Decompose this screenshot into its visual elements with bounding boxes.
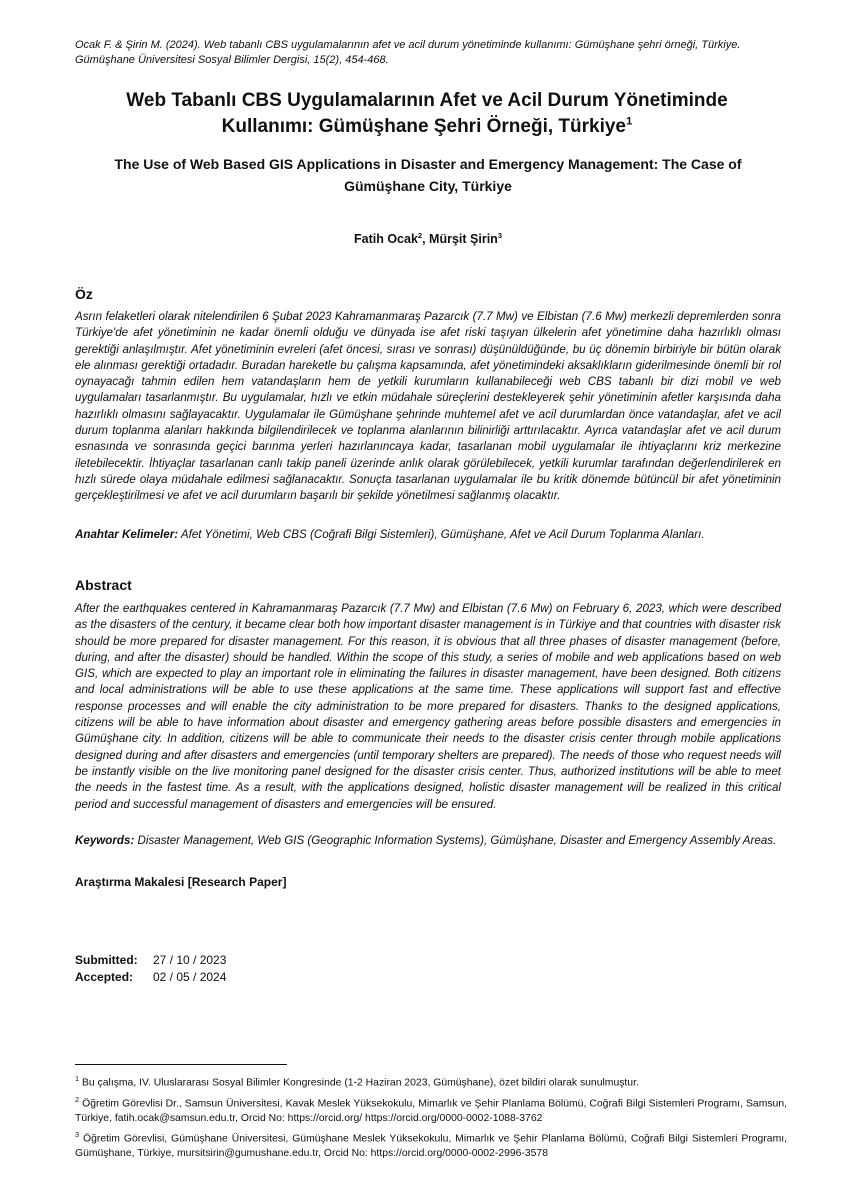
author-footnote-marker[interactable]: 3 — [497, 230, 502, 240]
paper-title-turkish — [95, 88, 759, 140]
author-name: Fatih Ocak — [354, 232, 418, 246]
submitted-date: 27 / 10 / 2023 — [153, 953, 227, 967]
footnote-text: Bu çalışma, IV. Uluslararası Sosyal Bilimler Kongresinde (1-2 Haziran 2023, Gümüşhane), özet bildiri olarak sunulmuştur. — [81, 1077, 639, 1089]
abstract-heading: Abstract — [75, 577, 132, 593]
citation: Ocak F. & Şirin M. (2024). Web tabanlı CBS uygulamalarının afet ve acil durum yönetiminde kullanımı: Gümüşhane şehri örneği, Türkiye. Gümüşhane Üniversitesi Sosyal Bilimler Dergisi, 15(2), 454-468. — [75, 39, 741, 66]
submitted-label: Submitted: — [75, 953, 138, 967]
footnote-text: Öğretim Görevlisi Dr., Samsun Üniversitesi, Kavak Meslek Yüksekokulu, Mimarlık ve Şehir Planlama Bölümü, Coğrafi Bilgi Sistemleri Programı, Samsun, Türkiye, fatih.ocak@samsun.edu.tr, Orcid No: https://orcid.org/ https://orcid.org/0000-0002-1088-3762 — [75, 1098, 787, 1124]
author-separator: , — [422, 232, 430, 246]
oz-keywords-label: Anahtar Kelimeler: — [75, 528, 179, 541]
footnote-divider — [75, 1064, 287, 1065]
abstract-text: After the earthquakes centered in Kahramanmaraş Pazarcık (7.7 Mw) and Elbistan (7.6 Mw) on February 6, 2023, which were described as the disasters of the century, it became clear both how important disaster management is in Türkiye and that countries with disaster risk should be more prepared for disaster management. For this reason, it is obvious that all three phases of disaster management (before, during, and after the disaster) should be handled. Within the scope of this study, a series of mobile and web applications based on web GIS, which are expected to play an important role in eliminating the failures in disaster management, have been designed. Both citizens and local administrations will be able to use these applications at the same time. These applications will support fast and effective response processes and will enable the city administration to be more prepared for disasters. Thanks to the designed applications, citizens will be able to have information about disaster and emergency gathering areas before possible disasters and emergencies in Gümüşhane city. In addition, citizens will be able to communicate their needs to the disaster crisis center through mobile applications designed during and after disasters and emergencies (until temporary shelters are prepared). The needs of those who request needs will be instantly visible on the live monitoring panel designed for the disaster crisis center. Thus, authorized institutions will be able to meet the needs in the fastest time. As a result, with the applications designed, holistic disaster management will be realized in this critical period and successful management of disasters and emergencies will be ensured. — [75, 602, 781, 811]
accepted-label: Accepted: — [75, 970, 134, 984]
authors — [75, 232, 781, 246]
abstract-keywords-label: Keywords: — [75, 834, 135, 847]
author-name: Mürşit Şirin — [429, 232, 498, 246]
footnote-number: 2 — [75, 1094, 80, 1104]
article-type: Araştırma Makalesi [Research Paper] — [75, 875, 287, 889]
footnote — [75, 1072, 787, 1091]
accepted-row — [75, 969, 226, 986]
paper-title-turkish-text: Web Tabanlı CBS Uygulamalarının Afet ve Acil Durum Yönetiminde Kullanımı: Gümüşhane Şehri Örneği, Türkiye — [126, 90, 728, 137]
footnote-number: 3 — [75, 1130, 80, 1140]
footnotes — [75, 1072, 787, 1164]
footnote-number: 1 — [75, 1074, 80, 1083]
abstract-keywords-text: Disaster Management, Web GIS (Geographic Information Systems), Gümüşhane, Disaster and Emergency Assembly Areas. — [137, 834, 777, 847]
title-footnote-marker[interactable]: 1 — [626, 115, 633, 128]
oz-text: Asrın felaketleri olarak nitelendirilen 6 Şubat 2023 Kahramanmaraş Pazarcık (7.7 Mw) ve Elbistan (7.6 Mw) merkezli depremlerden sonra Türkiye'de afet yönetiminin ne kadar önemli olduğu ve dünyada ise afet riski taşıyan ülkelerin afet yönetimine daha hazırlıklı olması gerektiği anlaşılmıştır. Afet yönetiminin evreleri (afet öncesi, sırası ve sonrası) düşünüldüğünde, bu üç dönemin birbiriyle bir bütün olarak ele alınması gerektiği ortadadır. Buradan hareketle bu çalışma kapsamında, afet yönetimindeki aksaklıkların giderilmesinde önemli bir rol oynayacağı tahmin edilen hem vatandaşların hem de yetkili kurumların kullanabileceği web CBS tabanlı bir dizi mobil ve web uygulamaları tasarlanmıştır. Bu uygulamalar, hızlı ve etkin müdahale süreçlerini destekleyerek şehir yönetiminin afetler karşısında daha hazırlıklı olmasını sağlayacaktır. Uygulamalar ile Gümüşhane şehrinde muhtemel afet ve acil durumlardan önce vatandaşlar, afet ve acil durum toplanma alanları hakkında bilgilendirilecek ve toplanma alanlarının bilinirliği arttırılacaktır. Ayrıca vatandaşlar afet ve acil durum esnasında ve sonrasında geçici barınma yerleri hazırlanıncaya kadar, tasarlanan mobil uygulamalar ile ihtiyaçlarını kriz merkezine iletebilecektir. İhtiyaçlar tasarlanan canlı takip paneli üzerinde anlık olarak görülebilecek, yetkili kurumlar tarafından değerlendirilerek en hızlı sürede olaya müdahale edilmesi sağlanacaktır. Sonuçta tasarlanan uygulamalar ile bu kritik dönemde bütüncül bir afet yönetiminin gerçekleştirilmesi ve afet ve acil durumların başarılı bir şekilde yönetilmesi sağlanmış olacaktır. — [75, 310, 781, 503]
oz-keywords-text: Afet Yönetimi, Web CBS (Coğrafi Bilgi Sistemleri), Gümüşhane, Afet ve Acil Durum Toplanma Alanları. — [180, 528, 705, 541]
paper-title-english: The Use of Web Based GIS Applications in Disaster and Emergency Management: The Case of Gümüşhane City, Türkiye — [114, 156, 742, 194]
footnote — [75, 1093, 787, 1126]
footnote-text: Öğretim Görevlisi, Gümüşhane Üniversitesi, Gümüşhane Meslek Yüksekokulu, Mimarlık ve Şehir Planlama Bölümü, Coğrafi Bilgi Sistemleri Programı, Gümüşhane, Türkiye, mursitsirin@gumushane.edu.tr, Orcid No: https://orcid.org/0000-0002-2996-3578 — [75, 1133, 788, 1160]
author-footnote-marker[interactable]: 2 — [417, 230, 423, 240]
abstract-keywords — [75, 833, 781, 849]
footnote — [75, 1128, 787, 1161]
oz-heading: Öz — [75, 286, 93, 302]
oz-keywords — [75, 527, 781, 543]
submitted-row — [75, 952, 226, 969]
submission-dates — [75, 952, 226, 986]
accepted-date: 02 / 05 / 2024 — [153, 970, 227, 984]
